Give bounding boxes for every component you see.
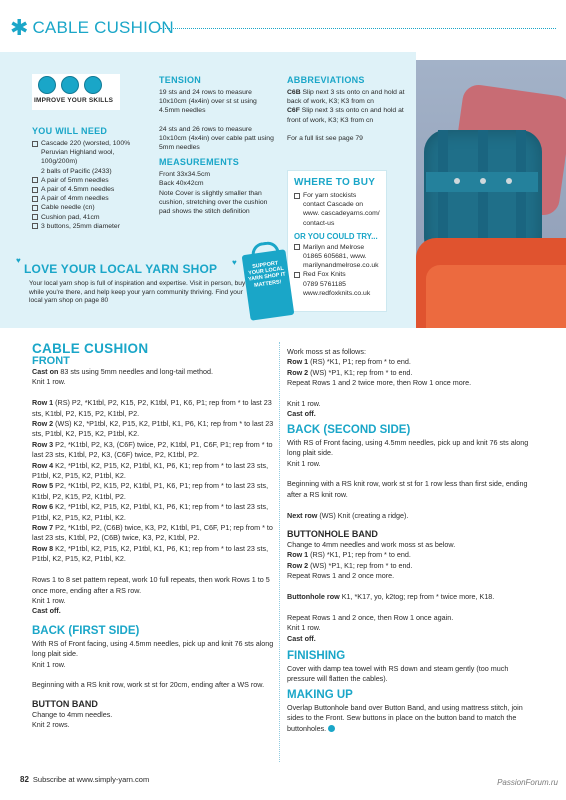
tension-section [159,75,277,216]
button-band-heading: BUTTON BAND [32,698,98,709]
knit-row-text: Knit 1 row. [32,377,66,387]
finishing-text: Cover with damp tea towel with RS down and steam gently (too much pressure will flatten the cables). [287,664,509,684]
pattern-subtitle: FRONT [32,355,70,367]
abbreviations-section [287,75,407,143]
list-item: A pair of 4.5mm needles [32,185,150,194]
page-header [10,16,174,40]
cast-off-text: Cast off. [32,606,61,616]
checkbox-icon [32,223,38,229]
buttonhole-band-heading: BUTTONHOLE BAND [287,529,378,540]
back-first-side-heading: BACK (FIRST SIDE) [32,624,140,637]
abbreviation-c6f: C6F Slip next 3 sts onto cn and hold at front of work, K3; K3 from cn [287,107,404,124]
end-marker-icon [328,725,335,732]
pattern-row: Row 7 P2, *K1tbl, P2, (C6B) twice, K3, P2, K1tbl, P1, C6F, P1; rep from * to last 23 sts, K1tbl, P2, (C6B) twice, K3, P2, K1tbl, P2. [32,523,273,543]
cast-on-text: Cast on 83 sts using 5mm needles and long-tail method. [32,367,213,376]
list-item: 3 buttons, 25mm diameter [32,222,150,231]
pattern-row: Row 2 (WS) K2, *P1tbl, K2, P15, K2, P1tbl, K1, P6, K1; rep from * to last 23 sts, P1tbl, K2, P15, K2, P1tbl, K2. [32,419,274,439]
list-item: Cable needle (cn) [32,203,150,212]
pattern-row: Row 8 K2, *P1tbl, K2, P15, K2, P1tbl, K1, P6, K1; rep from * to last 23 sts, P1tbl, K2, P15, K2, P1tbl, K2. [32,543,269,564]
asterisk-icon: ✱ [10,15,29,41]
knit-row-text: Knit 1 row. [287,623,321,633]
shop-1-website: marilynandmelrose.co.uk [303,262,379,270]
checkbox-icon [32,187,38,193]
pattern-left-column [32,367,274,731]
list-item: A pair of 4mm needles [32,194,150,203]
checkbox-icon [294,244,300,250]
subscribe-link[interactable]: Subscribe at www.simply-yarn.com [32,775,150,784]
you-will-need [32,126,150,231]
pattern-row: Row 1 (RS) P2, *K1tbl, P2, K15, P2, K1tbl, P1, K6, P1; rep from * to last 23 sts, K1tbl, P2, K15, P2, K1tbl, P2. [32,398,272,418]
knit-row-text: Knit 1 row. [32,659,66,669]
improve-skills-label: IMPROVE YOUR SKILLS [34,97,114,104]
knit-row-text: Knit 1 row. [32,595,66,605]
checkbox-icon [32,177,38,183]
back-second-text: With RS of Front facing, using 4.5mm needles, pick up and knit 76 sts along long plait side. [287,437,529,458]
shop-2-website: www.redfoxknits.co.uk [303,289,371,297]
shop-1-name: Marilyn and Melrose [294,243,380,252]
list-item: Cascade 220 (worsted, 100% Peruvian Highland wool, 100g/200m) [32,139,150,167]
heart-icon: ♥ [16,256,21,265]
shop-2-phone: 0789 5761185 [303,280,346,288]
watermark: PassionForum.ru [497,778,558,787]
tension-text-2: 24 sts and 26 rows to measure 10x10cm (4x4in) over cable patt using 5mm needles [159,125,274,152]
yarn-ball-icon [38,76,56,94]
full-list-note: For a full list see page 79 [287,134,363,142]
checkbox-icon [32,196,38,202]
cast-off-text: Cast off. [287,409,316,419]
header-divider [160,28,556,29]
skill-level-yarn-icons [38,76,102,94]
yarn-ball-icon [84,76,102,94]
back-first-text-2: Beginning with a RS knit row, work st st for 20cm, ending after a WS row. [32,680,265,690]
pattern-row: Row 4 K2, *P1tbl, K2, P15, K2, P1tbl, K1, P6, K1; rep from * to last 23 sts, P1tbl, K2, P15, K2, P1tbl, K2. [32,460,269,481]
cushion-photo [416,60,566,328]
pattern-row: Row 6 K2, *P1tbl, K2, P15, K2, P1tbl, K1, P6, K1; rep from * to last 23 sts, P1tbl, K2, P15, K2, P1tbl, K2. [32,502,269,522]
you-will-need-heading: YOU WILL NEED [32,126,108,136]
list-item: A pair of 5mm needles [32,176,150,185]
where-to-buy-box [287,170,387,312]
pattern-row: Row 1 (RS) *K1, P1; rep from * to end. [287,550,411,560]
checkbox-icon [294,272,300,278]
repeat-text: Repeat Rows 1 and 2 once more. [287,571,395,581]
shop-2-name: Red Fox Knits [294,270,380,279]
button-icon [454,178,460,184]
list-item: Cushion pad, 41cm [32,213,150,222]
measurement-front: Front 33x34.5cm [159,171,210,179]
pattern-row: Row 2 (WS) *P1, K1; rep from * to end. [287,560,413,570]
love-local-banner [24,262,254,276]
tension-text-1: 19 sts and 24 rows to measure 10x10cm (4x4in) over st st using 4.5mm needles [159,89,257,115]
moss-stitch-text: Work moss st as follows: [287,347,366,356]
button-icon [506,178,512,184]
list-item: 2 balls of Pacific (2433) [41,167,112,175]
abbreviations-heading: ABBREVIATIONS [287,75,365,85]
finishing-heading: FINISHING [287,650,346,663]
buttonhole-band-text: Change to 4mm needles and work moss st as below. [287,540,456,550]
making-up-text: Overlap Buttonhole band over Button Band, and using mattress stitch, join sides to the Front. Sew buttons in place on the button band to match the buttonholes. [287,702,523,733]
back-first-text: With RS of Front facing, using 4.5mm needles, pick up and knit 76 sts along long plait side. [32,638,274,659]
shop-1-phone: 01865 605681, www. [303,253,367,261]
repeat-text: Rows 1 to 8 set pattern repeat, work 10 full repeats, then work Rows 1 to 5 once more, ending after a RS row. [32,575,270,595]
checkbox-icon [32,141,38,147]
making-up-heading: MAKING UP [287,688,353,701]
section-title: CABLE CUSHION [32,18,174,37]
checkbox-icon [32,205,38,211]
pattern-row: Row 1 (RS) *K1, P1; rep from * to end. [287,357,411,367]
tension-heading: TENSION [159,75,202,85]
or-try-heading: OR YOU COULD TRY... [294,231,378,241]
pattern-row: Row 5 P2, *K1tbl, P2, K15, P2, K1tbl, P1, K6, P1; rep from * to last 23 sts, K1tbl, P2, K15, P2, K1tbl, P2. [32,481,269,501]
pattern-row: Row 2 (WS) *P1, K1; rep from * to end. [287,367,413,377]
stockists-text: For yarn stockists contact Cascade on www. cascadeyarns.com/ contact-us [294,191,380,228]
page-number: 82 [20,775,29,784]
back-second-side-heading: BACK (SECOND SIDE) [287,423,411,436]
yarn-ball-icon [61,76,79,94]
where-to-buy-heading: WHERE TO BUY [294,177,376,188]
love-local-heading: LOVE YOUR LOCAL YARN SHOP [24,262,218,276]
repeat-text: Repeat Rows 1 and 2 twice more, then Row 1 once more. [287,378,472,388]
page-footer [20,775,149,784]
button-band-text-1: Change to 4mm needles. [32,709,113,719]
checkbox-icon [32,214,38,220]
measurement-note: Note Cover is slightly smaller than cushion, stretching over the cushion pad shows the stitch definition [159,189,268,216]
next-row-text: Next row (WS) Knit (creating a ridge). [287,510,409,520]
knit-row-text: Knit 1 row. [287,458,321,468]
shopping-bag-icon [242,249,295,320]
column-divider [279,342,280,762]
knit-row-text: Knit 1 row. [287,399,321,409]
back-second-text-2: Beginning with a RS knit row, work st st for 1 row less than first side, ending after a RS knit row. [287,479,528,499]
love-local-text: Your local yarn shop is full of inspiration and expertise. Visit in person, buy while you're there, and help keep your yarn community thriving. Find your local yarn shop on page 80 [29,280,246,305]
pattern-title-text: CABLE CUSHION [32,341,149,356]
support-badge-text: SUPPORT YOUR LOCAL YARN SHOP IT MATTERS! [247,260,287,289]
repeat-text: Repeat Rows 1 and 2 once, then Row 1 once again. [287,612,454,622]
pattern-right-column [287,347,537,734]
measurement-back: Back 40x42cm [159,180,204,188]
heart-icon: ♥ [232,258,237,267]
measurements-heading: MEASUREMENTS [159,157,240,168]
button-icon [480,178,486,184]
buttonhole-row-text: Buttonhole row K1, *K17, yo, k2tog; rep from * twice more, K18. [287,592,495,602]
abbreviation-c6b: C6B Slip next 3 sts onto cn and hold at back of work, K3; K3 from cn [287,89,405,106]
checkbox-icon [294,193,300,199]
button-band-text-2: Knit 2 rows. [32,720,70,730]
pattern-row: Row 3 P2, *K1tbl, P2, K3, (C6F) twice, P2, K1tbl, P1, C6F, P1; rep from * to last 23 sts, K1tbl, P2, K3, (C6F) twice, P2, K1tbl, P2. [32,439,273,460]
pattern-title [32,342,148,367]
cast-off-text: Cast off. [287,633,316,643]
